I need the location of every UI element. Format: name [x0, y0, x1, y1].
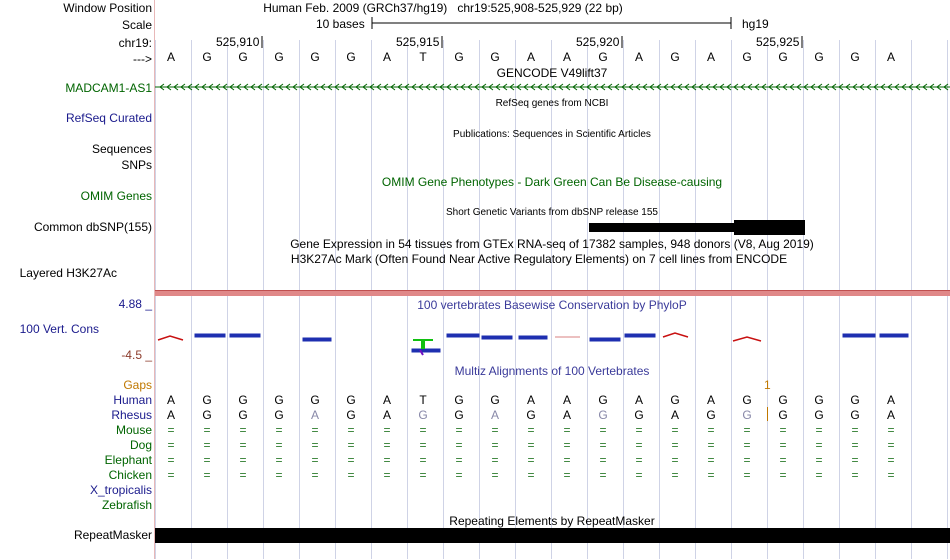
alignment-base: =: [851, 453, 859, 467]
omim-label[interactable]: OMIM Genes: [80, 189, 152, 203]
refseq-label[interactable]: RefSeq Curated: [65, 111, 152, 125]
phylop-mark: [303, 338, 331, 341]
refseq-title: RefSeq genes from NCBI: [495, 98, 609, 109]
alignment-base: =: [491, 453, 499, 467]
alignment-base: =: [383, 453, 391, 467]
scale-text: 10 bases: [316, 17, 365, 31]
alignment-base: =: [455, 438, 463, 452]
species-label-x_tropicalis: X_tropicalis: [89, 483, 152, 497]
alignment-base: =: [671, 453, 679, 467]
alignment-base: A: [166, 408, 176, 422]
sequence-base: A: [382, 50, 392, 64]
alignment-base: G: [346, 393, 356, 407]
species-label-human: Human: [113, 393, 152, 407]
alignment-base: =: [167, 423, 175, 437]
alignment-base: G: [634, 408, 644, 422]
species-label-zebrafish: Zebrafish: [101, 498, 152, 512]
alignment-base: =: [527, 423, 535, 437]
alignment-base: G: [850, 408, 860, 422]
alignment-base: =: [599, 453, 607, 467]
alignment-base: =: [239, 468, 247, 482]
alignment-base: =: [851, 423, 859, 437]
alignment-base: =: [815, 423, 823, 437]
sequence-base: T: [419, 50, 427, 64]
alignment-base: =: [887, 468, 895, 482]
snps-label[interactable]: SNPs: [121, 158, 152, 172]
alignment-base: =: [671, 423, 679, 437]
phylop-mark: [412, 349, 440, 352]
alignment-base: G: [238, 408, 248, 422]
species-label-rhesus: Rhesus: [111, 408, 152, 422]
alignment-base: =: [815, 468, 823, 482]
gtex-title: Gene Expression in 54 tissues from GTEx RNA-seq of 17382 samples, 948 donors (V8, Aug 2019): [290, 237, 814, 251]
alignment-base: A: [526, 393, 536, 407]
sequence-base: A: [886, 50, 896, 64]
repeatmasker-title: Repeating Elements by RepeatMasker: [449, 514, 655, 528]
alignment-base: =: [311, 468, 319, 482]
window-position-label: Window Position: [63, 1, 152, 15]
alignment-base: A: [634, 393, 644, 407]
alignment-base: =: [779, 468, 787, 482]
assembly-name: hg19: [742, 17, 769, 31]
alignment-base: =: [563, 423, 571, 437]
alignment-base: =: [707, 423, 715, 437]
sequence-base: G: [238, 50, 248, 64]
alignment-base: =: [563, 438, 571, 452]
h3k27ac-title: H3K27Ac Mark (Often Found Near Active Regulatory Elements) on 7 cell lines from ENCODE: [290, 252, 788, 266]
alignment-base: G: [598, 393, 608, 407]
alignment-base: A: [706, 393, 716, 407]
phylop-mark: [195, 334, 225, 337]
alignment-base: =: [635, 453, 643, 467]
alignment-base: G: [850, 393, 860, 407]
strand-arrow-label: --->: [133, 52, 152, 66]
h3k27ac-label[interactable]: Layered H3K27Ac: [19, 266, 117, 280]
sequence-base: G: [490, 50, 500, 64]
alignment-base: =: [311, 453, 319, 467]
alignment-base: =: [743, 453, 751, 467]
scale-label: Scale: [121, 18, 152, 32]
alignment-base: =: [599, 438, 607, 452]
tick-label-3: 525,920: [576, 35, 620, 49]
phylop-min-label: -4.5 _: [121, 348, 152, 362]
sequence-base: G: [850, 50, 860, 64]
sequence-base: G: [454, 50, 464, 64]
gencode-label[interactable]: MADCAM1-AS1: [65, 81, 152, 95]
alignment-base: =: [887, 438, 895, 452]
alignment-base: A: [670, 408, 680, 422]
gencode-title: GENCODE V49lift37: [496, 66, 608, 80]
alignment-base: =: [275, 468, 283, 482]
alignment-base: G: [454, 408, 464, 422]
alignment-base: =: [203, 438, 211, 452]
phylop-mark: [880, 334, 908, 337]
phylop-title: 100 vertebrates Basewise Conservation by PhyloP: [417, 298, 687, 312]
sequence-base: G: [310, 50, 320, 64]
phylop-mark: [519, 336, 547, 339]
assembly-title: Human Feb. 2009 (GRCh37/hg19): [263, 1, 448, 15]
sequence-base: G: [202, 50, 212, 64]
tick-label-1: 525,910: [216, 35, 260, 49]
sequence-base: A: [526, 50, 536, 64]
alignment-base: =: [203, 453, 211, 467]
alignment-base: =: [275, 423, 283, 437]
alignment-base: =: [779, 438, 787, 452]
alignment-base: =: [851, 438, 859, 452]
alignment-base: =: [383, 438, 391, 452]
gap-mark: 1: [764, 378, 771, 392]
repeatmasker-label[interactable]: RepeatMasker: [73, 528, 152, 542]
sequence-base: G: [814, 50, 824, 64]
alignment-base: =: [527, 468, 535, 482]
phylop-red-mark: [663, 333, 688, 337]
alignment-base: G: [454, 393, 464, 407]
alignment-base: =: [671, 468, 679, 482]
species-label-chicken: Chicken: [108, 468, 152, 482]
sequence-base: A: [562, 50, 572, 64]
alignment-base: =: [239, 423, 247, 437]
alignment-base: G: [814, 408, 824, 422]
alignment-base: G: [778, 408, 788, 422]
alignment-base: =: [815, 453, 823, 467]
alignment-base: G: [598, 408, 608, 422]
dbsnp-label[interactable]: Common dbSNP(155): [33, 220, 152, 234]
alignment-base: =: [491, 438, 499, 452]
alignment-base: G: [202, 393, 212, 407]
alignment-base: G: [526, 408, 536, 422]
alignment-base: =: [203, 468, 211, 482]
alignment-base: =: [311, 423, 319, 437]
alignment-base: =: [455, 423, 463, 437]
alignment-base: =: [671, 438, 679, 452]
phylop-label[interactable]: 100 Vert. Cons: [19, 322, 99, 336]
alignment-base: A: [166, 393, 176, 407]
alignment-base: =: [743, 423, 751, 437]
alignment-base: =: [419, 423, 427, 437]
publications-title: Publications: Sequences in Scientific Articles: [453, 129, 651, 140]
alignment-base: A: [886, 408, 896, 422]
alignment-base: G: [670, 393, 680, 407]
gap-bar: [767, 407, 768, 421]
phylop-wiggle[interactable]: [155, 0, 950, 560]
alignment-base: =: [707, 453, 715, 467]
track-label-column: [0, 0, 154, 559]
sequence-base: G: [274, 50, 284, 64]
alignment-base: A: [562, 408, 572, 422]
alignment-base: =: [347, 438, 355, 452]
alignment-base: G: [310, 393, 320, 407]
alignment-base: G: [418, 408, 428, 422]
alignment-base: =: [779, 453, 787, 467]
repeatmasker-element[interactable]: [155, 528, 950, 543]
alignment-base: =: [347, 423, 355, 437]
alignment-base: =: [707, 438, 715, 452]
alignment-base: G: [706, 408, 716, 422]
phylop-mark: [590, 338, 620, 341]
alignment-base: =: [491, 468, 499, 482]
alignment-base: =: [455, 468, 463, 482]
alignment-base: A: [886, 393, 896, 407]
sequence-base: G: [598, 50, 608, 64]
alignment-base: A: [382, 408, 392, 422]
alignment-base: =: [167, 453, 175, 467]
species-label-dog: Dog: [129, 438, 152, 452]
alignment-base: T: [419, 393, 427, 407]
sequence-base: G: [670, 50, 680, 64]
phylop-red-mark: [733, 337, 761, 341]
alignment-base: =: [635, 438, 643, 452]
alignment-base: =: [419, 468, 427, 482]
alignment-base: =: [167, 438, 175, 452]
gaps-label: Gaps: [123, 378, 152, 392]
sequence-base: G: [778, 50, 788, 64]
alignment-base: G: [814, 393, 824, 407]
alignment-base: =: [743, 438, 751, 452]
alignment-base: =: [347, 453, 355, 467]
sequence-base: A: [166, 50, 176, 64]
alignment-base: =: [743, 468, 751, 482]
alignment-base: =: [815, 438, 823, 452]
alignment-base: =: [167, 468, 175, 482]
alignment-base: =: [275, 453, 283, 467]
alignment-base: G: [778, 393, 788, 407]
tick-label-2: 525,915: [396, 35, 440, 49]
phylop-mark: [447, 334, 479, 337]
alignment-base: =: [275, 438, 283, 452]
tick-label-4: 525,925: [756, 35, 800, 49]
alignment-base: =: [707, 468, 715, 482]
alignment-base: =: [239, 438, 247, 452]
phylop-mark: [843, 334, 875, 337]
position-text: chr19:525,908-525,929 (22 bp): [457, 1, 623, 15]
alignment-base: G: [490, 393, 500, 407]
phylop-mark: [482, 336, 512, 339]
alignment-base: =: [599, 423, 607, 437]
species-label-elephant: Elephant: [104, 453, 152, 467]
sequence-base: G: [346, 50, 356, 64]
multiz-title: Multiz Alignments of 100 Vertebrates: [454, 364, 650, 378]
alignment-base: =: [887, 453, 895, 467]
alignment-base: =: [635, 468, 643, 482]
chrom-label: chr19:: [118, 36, 152, 50]
alignment-base: A: [562, 393, 572, 407]
alignment-base: G: [742, 393, 752, 407]
alignment-base: =: [527, 453, 535, 467]
phylop-red-mark: [158, 336, 183, 340]
alignment-base: G: [274, 393, 284, 407]
omim-title: OMIM Gene Phenotypes - Dark Green Can Be Disease-causing: [381, 175, 723, 189]
alignment-base: A: [490, 408, 500, 422]
phylop-max-label: 4.88 _: [118, 297, 152, 311]
alignment-base: =: [311, 438, 319, 452]
sequence-base: G: [742, 50, 752, 64]
alignment-base: =: [419, 438, 427, 452]
alignment-base: =: [419, 453, 427, 467]
alignment-base: =: [239, 453, 247, 467]
sequence-base: A: [634, 50, 644, 64]
alignment-base: G: [238, 393, 248, 407]
alignment-base: A: [310, 408, 320, 422]
publications-label[interactable]: Sequences: [91, 142, 152, 156]
alignment-base: G: [742, 408, 752, 422]
alignment-base: =: [563, 453, 571, 467]
species-label-mouse: Mouse: [115, 423, 152, 437]
alignment-base: G: [274, 408, 284, 422]
alignment-base: =: [383, 468, 391, 482]
alignment-base: =: [383, 423, 391, 437]
alignment-base: =: [779, 423, 787, 437]
dbsnp-title: Short Genetic Variants from dbSNP release 155: [446, 207, 658, 218]
alignment-base: G: [346, 408, 356, 422]
alignment-base: =: [635, 423, 643, 437]
alignment-base: =: [491, 423, 499, 437]
phylop-mark: [625, 334, 655, 337]
alignment-base: A: [382, 393, 392, 407]
alignment-base: =: [527, 438, 535, 452]
sequence-base: A: [706, 50, 716, 64]
alignment-base: G: [202, 408, 212, 422]
alignment-base: =: [851, 468, 859, 482]
phylop-mark: [230, 334, 260, 337]
alignment-base: =: [563, 468, 571, 482]
alignment-base: =: [887, 423, 895, 437]
alignment-base: =: [455, 453, 463, 467]
track-data-area[interactable]: [155, 0, 950, 559]
alignment-base: =: [347, 468, 355, 482]
alignment-base: =: [599, 468, 607, 482]
alignment-base: =: [203, 423, 211, 437]
